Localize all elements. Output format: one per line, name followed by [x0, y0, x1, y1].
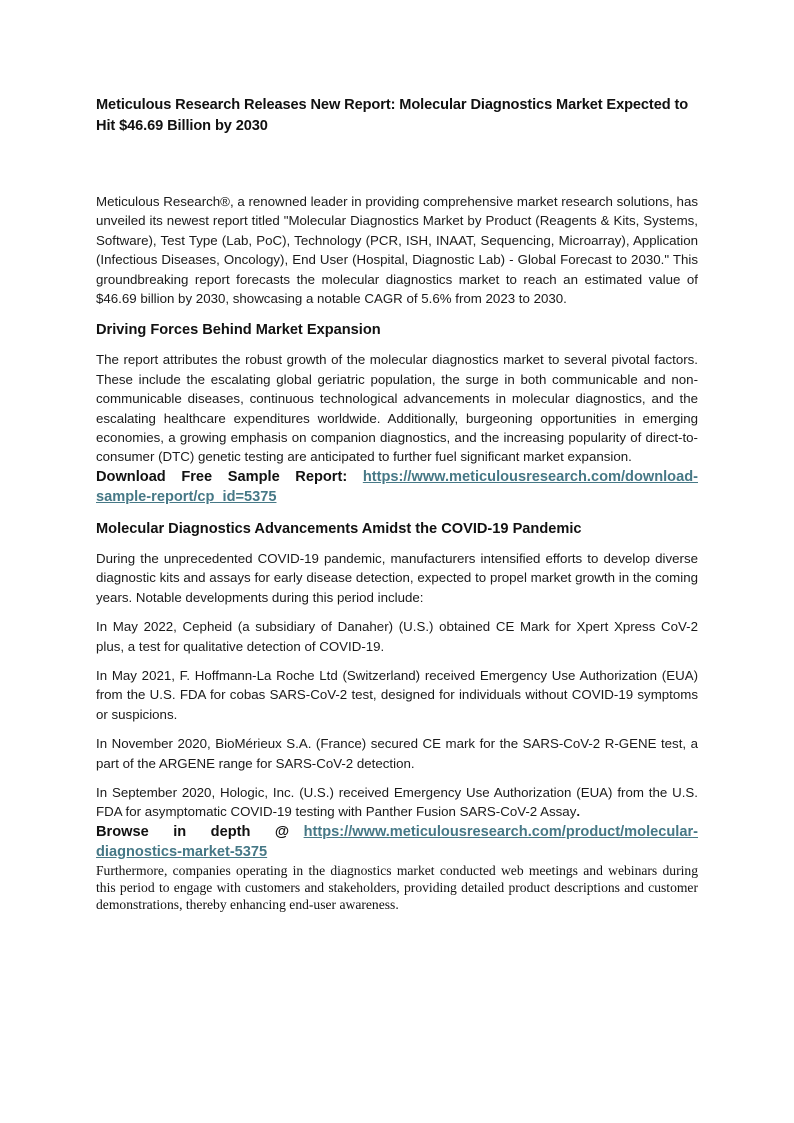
section-heading-driving-forces: Driving Forces Behind Market Expansion [96, 322, 381, 339]
covid-paragraph: During the unprecedented COVID-19 pandemic, manufacturers intensified efforts to develop diverse diagnostic kits and assays for early disease detection, expected to propel market growth in the coming years. Notable developments during this period include: [96, 550, 698, 605]
development-item: In May 2021, F. Hoffmann-La Roche Ltd (Switzerland) received Emergency Use Authorization (EUA) from the U.S. FDA for cobas SARS-CoV-2 test, designed for individuals without COVID-19 symptoms or suspicions. [96, 667, 698, 722]
browse-line [96, 822, 698, 862]
driving-forces-paragraph: The report attributes the robust growth of the molecular diagnostics market to several pivotal factors. These include the escalating global geriatric population, the surge in both communicable and non-communicable diseases, continuous technological advancements in molecular diagnostics, and the escalating healthcare expenditures worldwide. Additionally, burgeoning opportunities in emerging economies, a growing emphasis on companion diagnostics, and the increasing popularity of direct-to-consumer (DTC) genetic testing are anticipated to further fuel significant market expansion. [96, 352, 698, 465]
browse-link[interactable]: https://www.meticulousresearch.com/product/molecular-diagnostics-market-5375 [96, 823, 698, 860]
development-item: In May 2022, Cepheid (a subsidiary of Danaher) (U.S.) obtained CE Mark for Xpert Xpress CoV-2 plus, a test for qualitative detection of COVID-19. [96, 619, 698, 654]
sample-report-label: Download Free Sample Report: [96, 468, 348, 485]
intro-paragraph: Meticulous Research®, a renowned leader in providing comprehensive market research solutions, has unveiled its newest report titled "Molecular Diagnostics Market by Product (Reagents & Kits, Systems, Software), Test Type (Lab, PoC), Technology (PCR, ISH, INAAT, Sequencing, Microarray), Application (Infectious Diseases, Oncology), End User (Hospital, Diagnostic Lab) - Global Forecast to 2030." This groundbreaking report forecasts the molecular diagnostics market to reach an estimated value of $46.69 billion by 2030, showcasing a notable CAGR of 5.6% from 2023 to 2030. [96, 194, 698, 307]
closing-paragraph: Furthermore, companies operating in the diagnostics market conducted web meetings and webinars during this period to engage with customers and stakeholders, providing detailed product descriptions and customer demonstrations, thereby enhancing end-user awareness. [96, 862, 698, 912]
development-item-text: In September 2020, Hologic, Inc. (U.S.) received Emergency Use Authorization (EUA) from the U.S. FDA for asymptomatic COVID-19 testing with Panther Fusion SARS-CoV-2 Assay [96, 784, 698, 820]
document-page [96, 95, 698, 913]
browse-label: Browse in depth @ [96, 823, 290, 840]
section-heading-covid: Molecular Diagnostics Advancements Amidst the COVID-19 Pandemic [96, 520, 582, 537]
sample-report-line [96, 467, 698, 507]
sample-report-link[interactable]: https://www.meticulousresearch.com/download-sample-report/cp_id=5375 [96, 468, 698, 505]
development-item-period: . [576, 804, 581, 820]
development-item [96, 783, 698, 822]
document-title: Meticulous Research Releases New Report: Molecular Diagnostics Market Expected to Hit $46.69 Billion by 2030 [96, 97, 689, 134]
development-item: In November 2020, BioMérieux S.A. (France) secured CE mark for the SARS-CoV-2 R-GENE test, a part of the ARGENE range for SARS-CoV-2 detection. [96, 736, 698, 771]
